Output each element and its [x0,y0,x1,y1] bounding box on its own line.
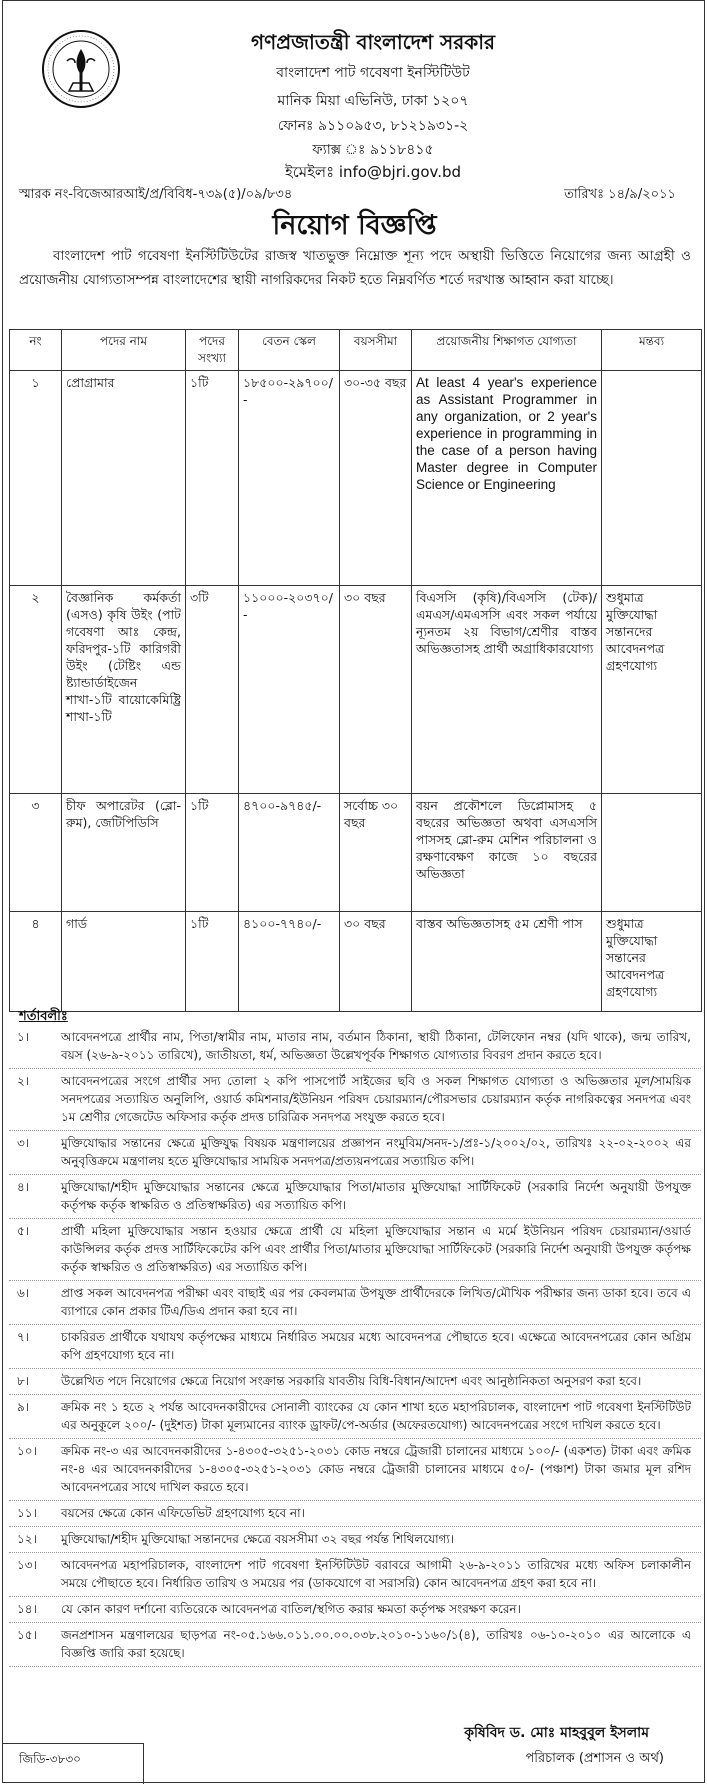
col-header-qualification: প্রয়োজনীয় শিক্ষাগত যোগ্যতা [412,330,602,371]
fax-line: ফ্যাক্স ঃ ৯১১৮৪১৫ [312,142,434,158]
condition-number: ১১। [17,1506,37,1520]
row-qualification: বাস্তব অভিজ্ঞতাসহ ৫ম শ্রেণী পাস [412,912,602,1012]
row-scale: ৪৭০০-৯৭৪৫/- [239,794,340,912]
intro-paragraph: বাংলাদেশ পাট গবেষণা ইনস্টিটিউটের রাজস্ব খাতভুক্ত নিম্নোক্ত শূন্য পদে অস্থায়ী ভিত্তিতে নিয়োগের জন্য আগ্রহী ও প্রয়োজনীয় যোগ্যতাসম্পন্ন বাংলাদেশের স্থায়ী নাগরিকদের নিকট হতে নিম্নবর্ণিত শর্তে দরখাস্ত আহ্বান করা যাচ্ছে। [19,248,691,288]
gd-reference: জিডি-৩৮৩০ [19,1752,81,1766]
condition-text: ক্রমিক নং ১ হতে ২ পর্যন্ত আবেদনকারীদের সোনালী ব্যাংকের যে কোন শাখা হতে মহাপরিচালক, বাংলাদেশ পাট গবেষণা ইনস্টিটিউট এর অনুকূলে ২০০/- (দুইশত) টাকা মূল্যমানের ব্যাংক ড্রাফট/পে-অর্ডার (অফেরতযোগ্য) আবেদনপত্রের সংগে দাখিল করতে হবে। [61,1400,691,1432]
condition-text: জনপ্রশাসন মন্ত্রণালয়ের ছাড়পত্র নং-০৫.১৬৬.০১১.০০.০০.০৩৮.২০১০-১১৬০/১(৪), তারিখঃ ০৬-১০-২০১০ এর আলোকে এ বিজ্ঞপ্তি জারি করা হয়েছে। [61,1628,691,1660]
row-post: চীফ অপারেটর (ব্লো-রুম), জেটিপিডিসি [62,794,186,912]
table-row [10,794,702,912]
table-row [10,912,702,1012]
row-scale: ১৮৫০০-২৯৭০০/- [239,371,340,586]
row-remarks: শুধুমাত্র মুক্তিযোদ্ধা সন্তানের আবেদনপত্র গ্রহণযোগ্য [602,912,702,1012]
condition-text: যে কোন কারণ দর্শানো ব্যতিরেকে আবেদনপত্র বাতিল/স্থগিত করার ক্ষমতা কর্তৃপক্ষ সংরক্ষণ করেন। [61,1602,521,1616]
vacancy-table [9,329,702,1012]
condition-number: ১৫। [17,1628,37,1642]
condition-item [9,1439,701,1501]
row-count: ১টি [186,794,239,912]
condition-item [9,1069,701,1131]
condition-number: ৬। [17,1286,30,1300]
row-no: ২ [10,586,62,794]
condition-item [9,1395,701,1439]
col-header-post: পদের নাম [62,330,186,371]
condition-item [9,1501,701,1527]
notice-page [2,0,705,1783]
condition-number: ১৩। [17,1558,37,1572]
condition-number: ৭। [17,1330,30,1344]
condition-number: ১০। [17,1444,37,1458]
row-post: বৈজ্ঞানিক কর্মকর্তা (এসও) কৃষি উইং (পাট গবেষণা আঃ কেন্দ্র, ফরিদপুর-১টি কারিগরী উইং (টেষ্টিং এন্ড ষ্ট্যান্ডার্ডাইজেন শাখা-১টি বায়োকেমিষ্ট্রি শাখা-১টি [62,586,186,794]
condition-number: ২। [17,1074,30,1088]
col-header-count: পদের সংখ্যা [186,330,239,371]
condition-item [9,1369,701,1395]
signatory-name: কৃষিবিদ ড. মোঃ মাহবুবুল ইসলাম [464,1725,649,1741]
condition-number: ১। [17,1030,30,1044]
condition-text: ক্রমিক নং-৩ এর আবেদনকারীদের ১-৪৩০৫-৩২৫১-২০৩১ কোড নম্বরে ট্রেজারী চালানের মাধ্যমে ১০০/- (একশত) টাকা এবং ক্রমিক নং-৪ এর আবেদনকারীদের ১-৪৩০৫-৩২৫১-২০৩১ কোড নম্বরে ট্রেজারী চালানের মাধ্যমে ৫০/- (পঞ্চাশ) টাকা জমার মূল রশিদ আবেদনপত্রের সাথে দাখিল করতে হবে। [61,1444,691,1494]
table-row [10,371,702,586]
condition-item [9,1527,701,1553]
institute-name: বাংলাদেশ পাট গবেষণা ইনস্টিটিউট [276,65,470,81]
condition-item [9,1623,701,1667]
row-scale: ১১০০০-২০৩৭০/- [239,586,340,794]
col-header-remarks: মন্তব্য [602,330,702,371]
row-no: ৪ [10,912,62,1012]
condition-item [9,1597,701,1623]
signatory-title: পরিচালক (প্রশাসন ও অর্থ) [525,1751,664,1766]
row-age: ৩০ বছর [340,586,412,794]
table-header-row [10,330,702,371]
condition-text: চাকরিরত প্রার্থীকে যথাযথ কর্তৃপক্ষের মাধ্যমে নির্ধারিত সময়ের মধ্যে আবেদনপত্র পৌছাতে হবে। এক্ষেত্রে আবেদনপত্রের কোন অগ্রিম কপি গ্রহণযোগ্য হবে না। [61,1330,691,1362]
condition-number: ১২। [17,1532,37,1546]
condition-item [9,1219,701,1281]
condition-text: মুক্তিযোদ্ধা/শহীদ মুক্তিযোদ্ধার সন্তানের ক্ষেত্রে মুক্তিযোদ্ধার পিতা/মাতার মুক্তিযোদ্ধা সার্টিফিকেট (সরকারি নির্দেশ অনুযায়ী উপযুক্ত কর্তৃপক্ষ কর্তৃক স্বাক্ষরিত ও প্রতিস্বাক্ষরিত) এর সত্যায়িত কপি। [61,1180,691,1212]
footer-divider [3,1743,143,1744]
condition-item [9,1281,701,1325]
row-scale: ৪১০০-৭৭৪০/- [239,912,340,1012]
row-remarks [602,794,702,912]
condition-number: ১৪। [17,1602,37,1616]
row-post: গার্ড [62,912,186,1012]
condition-text: উল্লেখিত পদে নিয়োগের ক্ষেত্রে নিয়োগ সংক্রান্ত সরকারি যাবতীয় বিধি-বিধান/আদেশ এবং আনুষ্ঠানিকতা অনুসরণ করা হবে। [61,1374,642,1388]
condition-text: মুক্তিযোদ্ধার সন্তানের ক্ষেত্রে মুক্তিযুদ্ধ বিষয়ক মন্ত্রণালয়ের প্রজ্ঞাপন নংমুবিম/সনদ-১/প্রঃ-১/২০০২/০২, তারিখঃ ২২-০২-২০০২ এর অনুবৃত্তিক্রমে মন্ত্রণালয় হতে মুক্তিযোদ্ধার সাময়িক সনদপত্র/প্রত্যয়নপত্রের সত্যায়িত কপি। [61,1136,691,1168]
col-header-scale: বেতন স্কেল [239,330,340,371]
row-qualification: বয়ন প্রকৌশলে ডিপ্লোমাসহ ৫ বছরের অভিজ্ঞতা অথবা এসএসসি পাসসহ ব্লো-রুম মেশিন পরিচালনা ও রক্ষণাবেক্ষণ কাজে ১০ বছরের অভিজ্ঞতা [412,794,602,912]
condition-text: প্রার্থী মহিলা মুক্তিযোদ্ধার সন্তান হওয়ার ক্ষেত্রে প্রার্থী যে মহিলা মুক্তিযোদ্ধার সন্তান এ মর্মে ইউনিয়ন পরিষদ চেয়ারম্যান/ওয়ার্ড কাউন্সিলর কর্তৃক প্রদত্ত সার্টিফিকেটের কপি এবং প্রার্থীর পিতা/মাতার মুক্তিযোদ্ধা সার্টিফিকেট (সরকারি নির্দেশ অনুযায়ী উপযুক্ত কর্তৃপক্ষ কর্তৃক স্বাক্ষরিত ও প্রতিস্বাক্ষরিত) এর সত্যায়িত কপি। [61,1224,691,1274]
condition-number: ৩। [17,1136,30,1150]
row-no: ১ [10,371,62,586]
row-age: সর্বোচ্চ ৩০ বছর [340,794,412,912]
row-post: প্রোগ্রামার [62,371,186,586]
condition-item [9,1131,701,1175]
memo-date: তারিখঃ ১৪/৯/২০১১ [564,187,676,202]
row-no: ৩ [10,794,62,912]
conditions-heading: শর্তাবলীঃ [19,1009,68,1024]
row-qualification: বিএসসি (কৃষি)/বিএসসি (টেক)/এমএস/এমএসসি এবং সকল পর্যায়ে ন্যূনতম ২য় বিভাগ/শ্রেণীর বাস্তব অভিজ্ঞতাসহ প্রার্থী অগ্রাধিকারযোগ্য [412,586,602,794]
col-header-age: বয়সসীমা [340,330,412,371]
condition-text: প্রাপ্ত সকল আবেদনপত্র পরীক্ষা এবং বাছাই এর পর কেবলমাত্র উপযুক্ত প্রার্থীদেরকে লিখিত/মৌখিক পরীক্ষার জন্য ডাকা হবে। তবে এ ব্যাপারে কোন প্রকার টিএ/ডিএ প্রদান করা হবে না। [61,1286,691,1318]
row-count: ১টি [186,371,239,586]
condition-item [9,1175,701,1219]
row-qualification: At least 4 year's experience as Assistant Programmer in any organization, or 2 year's experience in programming in the case of a person having Master degree in Computer Science or Engineering [412,371,602,586]
email-line: ইমেইলঃ info@bjri.gov.bd [284,163,462,181]
condition-text: আবেদনপত্রে প্রার্থীর নাম, পিতা/স্বামীর নাম, মাতার নাম, বর্তমান ঠিকানা, স্থায়ী ঠিকানা, টেলিফোন নম্বর (যদি থাকে), জন্ম তারিখ, বয়স (২৬-৯-২০১১ তারিখে), জাতীয়তা, ধর্ম, অভিজ্ঞতা উল্লেখপূর্বক শিক্ষাগত যোগ্যতার বিবরণ প্রদান করতে হবে। [61,1030,691,1062]
notice-title: নিয়োগ বিজ্ঞপ্তি [272,210,437,241]
row-remarks [602,371,702,586]
row-count: ১টি [186,912,239,1012]
phone-line: ফোনঃ ৯১১০৯৫৩, ৮১২১৯৩১-২ [277,118,469,134]
condition-item [9,1553,701,1597]
condition-number: ৫। [17,1224,30,1238]
condition-text: মুক্তিযোদ্ধা/শহীদ মুক্তিযোদ্ধা সন্তানদের ক্ষেত্রে বয়সসীমা ৩২ বছর পর্যন্ত শিথিলযোগ্য। [61,1532,455,1546]
row-age: ৩০ বছর [340,912,412,1012]
condition-item [9,1325,701,1369]
col-header-no: নং [10,330,62,371]
row-remarks: শুধুমাত্র মুক্তিযোদ্ধা সন্তানদের আবেদনপত্র গ্রহণযোগ্য [602,586,702,794]
condition-item [9,1025,701,1069]
conditions-list [9,1025,701,1667]
row-age: ৩০-৩৫ বছর [340,371,412,586]
footer-divider-vertical [143,1743,144,1784]
condition-number: ৮। [17,1374,30,1388]
government-title: গণপ্রজাতন্ত্রী বাংলাদেশ সরকার [251,30,495,54]
row-count: ৩টি [186,586,239,794]
condition-text: বয়সের ক্ষেত্রে কোন এফিডেভিট গ্রহণযোগ্য হবে না। [61,1506,305,1520]
memo-number: স্মারক নং-বিজেআরআই/প্র/বিবিধ-৭৩৯(৫)/০৯/৮৩৪ [19,187,293,202]
condition-number: ৪। [17,1180,30,1194]
institute-address: মানিক মিয়া এভিনিউ, ঢাকা ১২০৭ [277,93,469,109]
condition-text: আবেদনপত্রের সংগে প্রার্থীর সদ্য তোলা ২ কপি পাসপোর্ট সাইজের ছবি ও সকল শিক্ষাগত যোগ্যতা ও অভিজ্ঞতার মূল/সাময়িক সনদপত্রের সত্যায়িত অনুলিপি, ওয়ার্ড কমিশনার/ইউনিয়ন পরিষদ চেয়ারম্যান/পৌরসভার চেয়ারম্যান কর্তৃক নাগরিকত্বের সনদপত্র এবং ১ম শ্রেণীর গেজেটেড অফিসার কর্তৃক প্রদত্ত চারিত্রিক সনদপত্র সংযুক্ত করতে হবে। [61,1074,691,1124]
condition-text: আবেদনপত্র মহাপরিচালক, বাংলাদেশ পাট গবেষণা ইনস্টিটিউট বরাবরে আগামী ২৬-৯-২০১১ তারিখের মধ্যে অফিস চলাকালীন সময়ে পৌছাতে হবে। নির্ধারিত তারিখ ও সময়ের পর (ডাকযোগে বা সরাসরি) কোন আবেদনপত্র গ্রহণ করা হবে না। [61,1558,691,1590]
table-row [10,586,702,794]
condition-number: ৯। [17,1400,30,1414]
institute-logo-icon [41,29,121,109]
